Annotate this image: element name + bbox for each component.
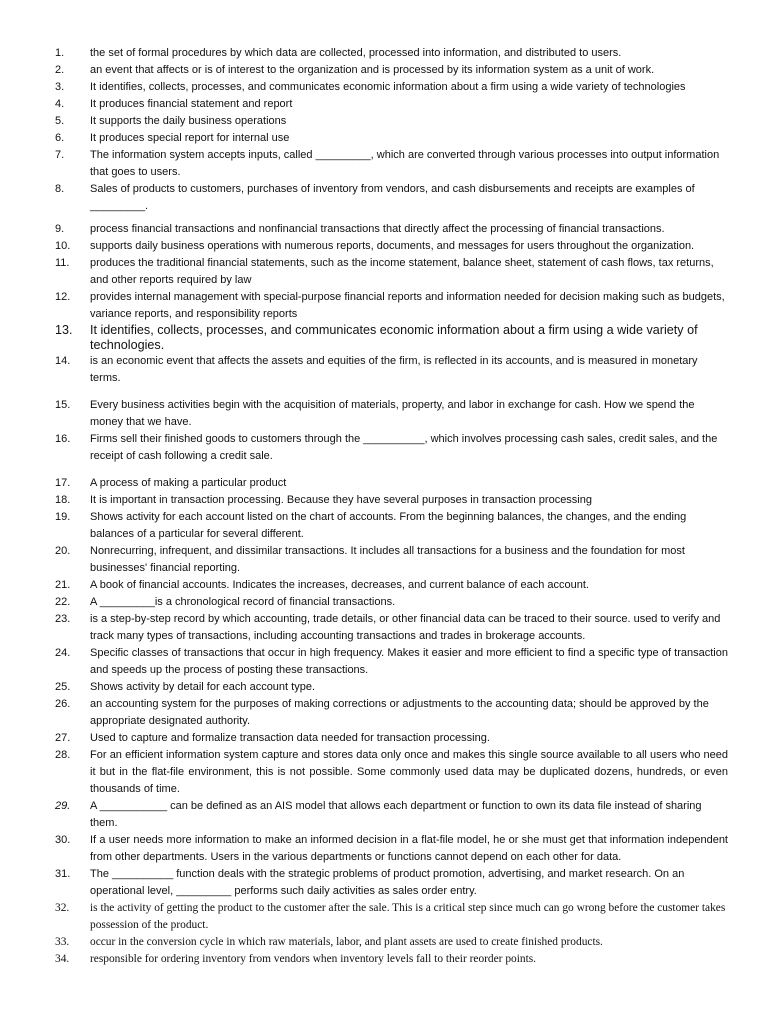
item-number: 9. [55, 223, 65, 235]
item-text: A process of making a particular product [90, 477, 287, 489]
item-number: 32. [55, 902, 70, 914]
item-text: It produces special report for internal use [90, 132, 290, 144]
list-item [55, 475, 728, 492]
list-item [55, 696, 728, 730]
item-number: 16. [55, 433, 71, 445]
list-item [55, 866, 728, 900]
item-text: Firms sell their finished goods to customers through the __________, which involves processing cash sales, credit sales, and the receipt of cash following a credit sale. [90, 433, 718, 462]
item-number: 22. [55, 596, 71, 608]
list-item [55, 611, 728, 645]
item-text: The information system accepts inputs, called _________, which are converted through various processes into output information that goes to users. [90, 149, 720, 178]
item-number: 8. [55, 183, 65, 195]
item-text: The __________ function deals with the strategic problems of product promotion, advertising, and market research. On an operational level, _________ performs such daily activities as sales order entry. [90, 868, 685, 897]
item-number: 7. [55, 149, 65, 161]
item-text: If a user needs more information to make an informed decision in a flat-file model, he or she must get that information independent from other departments. Users in the various departments or functions cannot depend on each other for data. [90, 834, 728, 863]
list-item [55, 45, 728, 62]
item-number: 31. [55, 868, 71, 880]
item-number: 4. [55, 98, 65, 110]
item-text: A _________is a chronological record of financial transactions. [90, 596, 396, 608]
item-number: 33. [55, 936, 70, 948]
item-number: 3. [55, 81, 65, 93]
item-text: Nonrecurring, infrequent, and dissimilar transactions. It includes all transactions for a business and the foundation for most businesses' financial reporting. [90, 545, 685, 574]
list-item [55, 147, 728, 181]
item-number: 12. [55, 291, 71, 303]
list-item [55, 181, 728, 215]
item-text: Every business activities begin with the acquisition of materials, property, and labor in exchange for cash. How we spend the money that we have. [90, 399, 695, 428]
item-text: It identifies, collects, processes, and communicates economic information about a firm using a wide variety of technologies [90, 81, 686, 93]
list-item [55, 951, 728, 968]
item-text: an accounting system for the purposes of making corrections or adjustments to the accounting data; should be approved by the appropriate designated authority. [90, 698, 709, 727]
list-item [55, 397, 728, 431]
item-number: 34. [55, 953, 70, 965]
item-text: process financial transactions and nonfinancial transactions that directly affect the processing of financial transactions. [90, 223, 665, 235]
item-text: Specific classes of transactions that occur in high frequency. Makes it easier and more efficient to find a specific type of transaction and speeds up the process of posting these transactions. [90, 647, 728, 676]
item-text: Shows activity for each account listed on the chart of accounts. From the beginning balances, the changes, and the ending balances of a particular for several different. [90, 511, 687, 540]
item-number: 2. [55, 64, 65, 76]
item-number: 11. [55, 257, 70, 269]
item-text: an event that affects or is of interest to the organization and is processed by its information system as a unit of work. [90, 64, 655, 76]
list-item [55, 492, 728, 509]
item-text: occur in the conversion cycle in which raw materials, labor, and plant assets are used to create finished products. [90, 936, 603, 948]
item-number: 17. [55, 477, 71, 489]
list-item [55, 645, 728, 679]
item-text: Sales of products to customers, purchases of inventory from vendors, and cash disbursements and receipts are examples of _________. [90, 183, 695, 212]
item-number: 1. [55, 47, 65, 59]
item-text: supports daily business operations with numerous reports, documents, and messages for users throughout the organization. [90, 240, 695, 252]
item-number: 13. [55, 323, 73, 337]
list-item [55, 221, 728, 238]
list-item [55, 431, 728, 465]
list-item [55, 79, 728, 96]
item-text: Shows activity by detail for each account type. [90, 681, 316, 693]
item-number: 26. [55, 698, 71, 710]
item-number: 10. [55, 240, 71, 252]
item-text: produces the traditional financial statements, such as the income statement, balance sheet, statement of cash flows, tax returns, and other reports required by law [90, 257, 714, 286]
item-text: provides internal management with special-purpose financial reports and information needed for decision making such as budgets, variance reports, and responsibility reports [90, 291, 725, 320]
list-item [55, 509, 728, 543]
item-number: 15. [55, 399, 71, 411]
item-number: 21. [55, 579, 71, 591]
list-item [55, 747, 728, 798]
item-number: 27. [55, 732, 71, 744]
item-number: 28. [55, 749, 71, 761]
list-item [55, 289, 728, 323]
list-item [55, 900, 728, 934]
item-number: 29. [55, 800, 71, 812]
item-number: 5. [55, 115, 65, 127]
list-item [55, 62, 728, 79]
item-number: 14. [55, 355, 71, 367]
list-item [55, 238, 728, 255]
list-item [55, 832, 728, 866]
item-text: is a step-by-step record by which accounting, trade details, or other financial data can be traced to their source. used to verify and track many types of transactions, including accounting transactions and trades in brokerage accounts. [90, 613, 721, 642]
list-item [55, 543, 728, 577]
list-item [55, 594, 728, 611]
item-text: For an efficient information system capture and stores data only once and makes this single source available to all users who need it but in the flat-file environment, this is not possible. Some commonly used data may be duplicated dozens, hundreds, or even thousands of time. [90, 749, 728, 795]
item-text: It identifies, collects, processes, and communicates economic information about a firm using a wide variety of technologies. [90, 323, 698, 352]
list-item [55, 130, 728, 147]
item-number: 19. [55, 511, 71, 523]
item-text: is an economic event that affects the assets and equities of the firm, is reflected in its accounts, and is measured in monetary terms. [90, 355, 698, 384]
item-number: 24. [55, 647, 71, 659]
item-text: A ___________ can be defined as an AIS model that allows each department or function to own its data file instead of sharing them. [90, 800, 702, 829]
item-number: 20. [55, 545, 71, 557]
list-item [55, 679, 728, 696]
item-text: A book of financial accounts. Indicates the increases, decreases, and current balance of each account. [90, 579, 589, 591]
item-number: 23. [55, 613, 71, 625]
list-item [55, 323, 728, 353]
list-item [55, 255, 728, 289]
item-number: 18. [55, 494, 71, 506]
item-text: It produces financial statement and report [90, 98, 293, 110]
list-item [55, 113, 728, 130]
item-text: responsible for ordering inventory from vendors when inventory levels fall to their reorder points. [90, 953, 537, 965]
item-text: It is important in transaction processing. Because they have several purposes in transaction processing [90, 494, 592, 506]
item-text: the set of formal procedures by which data are collected, processed into information, and distributed to users. [90, 47, 622, 59]
list-item [55, 577, 728, 594]
item-text: It supports the daily business operations [90, 115, 287, 127]
list-item [55, 353, 728, 387]
item-number: 25. [55, 681, 71, 693]
item-text: is the activity of getting the product to the customer after the sale. This is a critical step since much can go wrong before the customer takes possession of the product. [90, 902, 726, 931]
item-text: Used to capture and formalize transaction data needed for transaction processing. [90, 732, 490, 744]
item-number: 30. [55, 834, 71, 846]
item-number: 6. [55, 132, 65, 144]
list-item [55, 798, 728, 832]
list-item [55, 730, 728, 747]
list-item [55, 96, 728, 113]
list-item [55, 934, 728, 951]
